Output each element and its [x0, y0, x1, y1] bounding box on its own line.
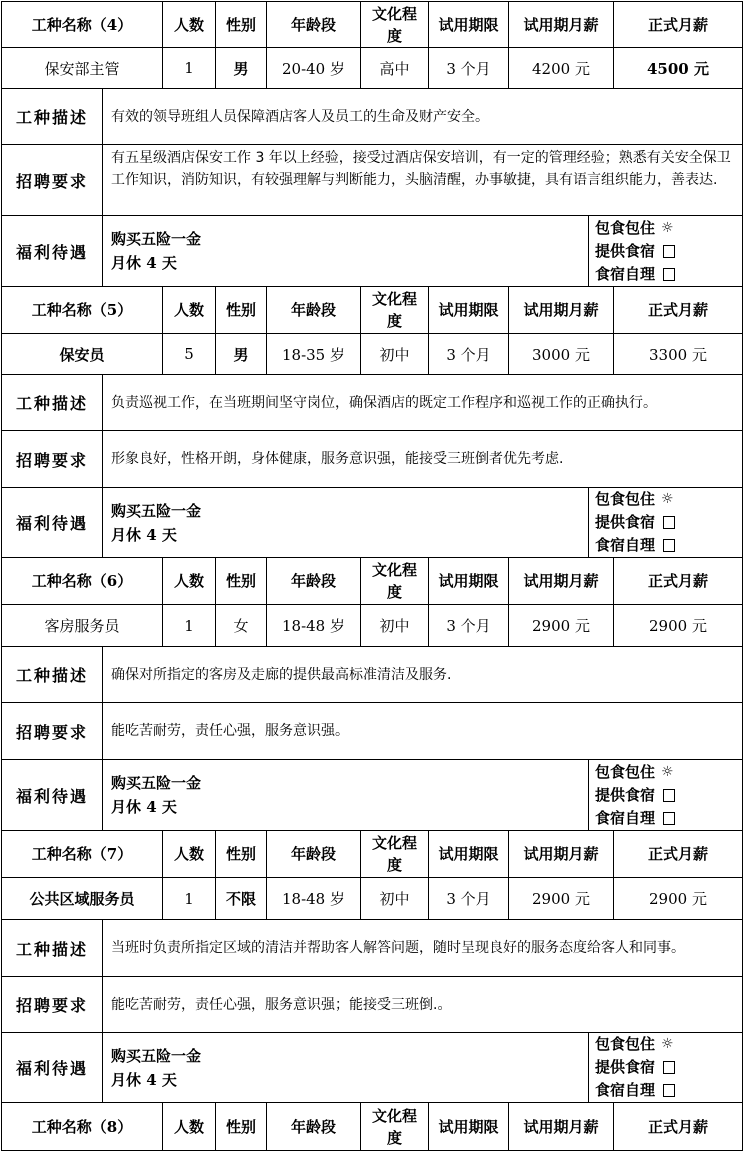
trial-salary-value: 2900 元	[509, 878, 614, 920]
value-row	[2, 605, 743, 647]
description-label: 工种描述	[2, 89, 103, 145]
days-off-text: 月休 4 天	[111, 1070, 177, 1089]
formal-salary-header: 正式月薪	[614, 1, 743, 48]
age-header: 年龄段	[267, 1103, 361, 1151]
formal-salary-header: 正式月薪	[614, 287, 743, 334]
probation-value: 3 个月	[429, 605, 509, 647]
checkbox-icon	[663, 268, 675, 281]
option-label: 包食包住	[595, 1035, 656, 1053]
checkbox-icon	[663, 1061, 675, 1074]
benefit-details	[103, 488, 589, 558]
formal-salary-value: 2900 元	[614, 878, 743, 920]
requirement-row	[2, 431, 743, 488]
formal-salary-value: 4500 元	[614, 48, 743, 89]
education-value: 高中	[361, 48, 429, 89]
formal-salary-header: 正式月薪	[614, 831, 743, 878]
benefit-details	[103, 216, 589, 287]
benefit-row	[2, 1033, 743, 1103]
header-row	[2, 558, 743, 605]
days-off-text: 月休 4 天	[111, 798, 177, 816]
checkbox-icon	[663, 245, 675, 258]
value-row	[2, 334, 743, 375]
option-label: 提供食宿	[595, 241, 656, 260]
description-text: 负责巡视工作，在当班期间坚守岗位，确保酒店的既定工作程序和巡视工作的正确执行。	[103, 375, 743, 431]
requirement-row	[2, 977, 743, 1033]
trial-salary-header: 试用期月薪	[509, 287, 614, 334]
insurance-text: 购买五险一金	[111, 501, 202, 520]
selected-mark-icon: ☼	[661, 219, 674, 236]
job-section-5	[1, 287, 742, 558]
education-value: 初中	[361, 605, 429, 647]
option-self	[595, 807, 742, 830]
option-label: 提供食宿	[595, 513, 656, 531]
description-label: 工种描述	[2, 920, 103, 977]
probation-value: 3 个月	[429, 334, 509, 375]
requirement-row	[2, 145, 743, 216]
probation-header: 试用期限	[429, 1, 509, 48]
description-row	[2, 647, 743, 703]
benefit-label: 福利待遇	[2, 760, 103, 831]
requirement-text: 能吃苦耐劳，责任心强，服务意识强；能接受三班倒.。	[103, 977, 743, 1033]
option-label: 食宿自理	[595, 264, 656, 283]
requirement-text: 形象良好，性格开朗，身体健康，服务意识强，能接受三班倒者优先考虑.	[103, 431, 743, 488]
option-provided	[595, 784, 742, 807]
requirement-label: 招聘要求	[2, 703, 103, 760]
count-header: 人数	[163, 1, 216, 48]
trial-salary-header: 试用期月薪	[509, 558, 614, 605]
benefit-details	[103, 1033, 589, 1103]
gender-header: 性别	[216, 1103, 267, 1151]
option-label: 食宿自理	[595, 808, 656, 827]
probation-header: 试用期限	[429, 558, 509, 605]
probation-header: 试用期限	[429, 287, 509, 334]
job-listing-table	[1, 1, 742, 1151]
count-header: 人数	[163, 831, 216, 878]
age-header: 年龄段	[267, 831, 361, 878]
gender-value: 男	[216, 334, 267, 375]
option-label: 食宿自理	[595, 536, 656, 554]
count-value: 5	[163, 334, 216, 375]
gender-value: 不限	[216, 878, 267, 920]
probation-header: 试用期限	[429, 1103, 509, 1151]
header-row	[2, 831, 743, 878]
probation-value: 3 个月	[429, 48, 509, 89]
job-name: 保安员	[2, 334, 163, 375]
benefit-row	[2, 488, 743, 558]
requirement-text: 有五星级酒店保安工作 3 年以上经验，接受过酒店保安培训，有一定的管理经验；熟悉有关安全保卫工作知识，消防知识，有较强理解与判断能力，头脑清醒，办事敏捷，具有语言组织能力，善表达.	[103, 145, 743, 216]
description-row	[2, 920, 743, 977]
age-value: 18-35 岁	[267, 334, 361, 375]
formal-salary-header: 正式月薪	[614, 1103, 743, 1151]
job-title-label: 工种名称（8）	[2, 1103, 163, 1151]
option-room-board	[595, 1033, 742, 1056]
count-value: 1	[163, 878, 216, 920]
gender-value: 男	[216, 48, 267, 89]
option-room-board	[595, 488, 742, 511]
description-text: 当班时负责所指定区域的清洁并帮助客人解答问题，随时呈现良好的服务态度给客人和同事。	[103, 920, 743, 977]
formal-salary-value: 3300 元	[614, 334, 743, 375]
checkbox-icon	[663, 539, 675, 552]
gender-header: 性别	[216, 287, 267, 334]
selected-mark-icon: ☼	[661, 491, 674, 507]
description-label: 工种描述	[2, 647, 103, 703]
selected-mark-icon: ☼	[661, 763, 674, 780]
option-provided	[595, 511, 742, 534]
insurance-text: 购买五险一金	[111, 230, 202, 248]
trial-salary-value: 2900 元	[509, 605, 614, 647]
job-title-label: 工种名称（6）	[2, 558, 163, 605]
insurance-text: 购买五险一金	[111, 774, 202, 792]
age-value: 20-40 岁	[267, 48, 361, 89]
checkbox-icon	[663, 789, 675, 802]
age-value: 18-48 岁	[267, 605, 361, 647]
probation-value: 3 个月	[429, 878, 509, 920]
trial-salary-value: 3000 元	[509, 334, 614, 375]
days-off-text: 月休 4 天	[111, 525, 177, 544]
requirement-label: 招聘要求	[2, 431, 103, 488]
gender-value: 女	[216, 605, 267, 647]
benefit-label: 福利待遇	[2, 1033, 103, 1103]
option-label: 提供食宿	[595, 1058, 656, 1076]
count-header: 人数	[163, 558, 216, 605]
option-room-board	[595, 761, 742, 784]
trial-salary-header: 试用期月薪	[509, 1, 614, 48]
benefit-label: 福利待遇	[2, 216, 103, 287]
education-value: 初中	[361, 334, 429, 375]
trial-salary-value: 4200 元	[509, 48, 614, 89]
option-label: 包食包住	[595, 762, 656, 781]
education-header: 文化程度	[361, 1103, 429, 1151]
benefit-row	[2, 216, 743, 287]
header-row	[2, 1, 743, 48]
job-title-label: 工种名称（5）	[2, 287, 163, 334]
accommodation-options	[589, 216, 743, 287]
option-label: 包食包住	[595, 218, 656, 237]
days-off-text: 月休 4 天	[111, 254, 177, 272]
education-value: 初中	[361, 878, 429, 920]
job-title-label: 工种名称（4）	[2, 1, 163, 48]
requirement-row	[2, 703, 743, 760]
checkbox-icon	[663, 812, 675, 825]
accommodation-options	[589, 1033, 743, 1103]
header-row	[2, 1103, 743, 1151]
formal-salary-header: 正式月薪	[614, 558, 743, 605]
checkbox-icon	[663, 1084, 675, 1097]
education-header: 文化程度	[361, 831, 429, 878]
description-row	[2, 89, 743, 145]
count-value: 1	[163, 605, 216, 647]
age-value: 18-48 岁	[267, 878, 361, 920]
age-header: 年龄段	[267, 1, 361, 48]
value-row	[2, 48, 743, 89]
requirement-text: 能吃苦耐劳，责任心强，服务意识强。	[103, 703, 743, 760]
option-self	[595, 263, 742, 286]
accommodation-options	[589, 760, 743, 831]
formal-salary-value: 2900 元	[614, 605, 743, 647]
probation-header: 试用期限	[429, 831, 509, 878]
job-name: 公共区域服务员	[2, 878, 163, 920]
count-value: 1	[163, 48, 216, 89]
header-row	[2, 287, 743, 334]
job-section-8	[1, 1103, 742, 1151]
selected-mark-icon: ☼	[661, 1036, 674, 1052]
insurance-text: 购买五险一金	[111, 1046, 202, 1065]
education-header: 文化程度	[361, 287, 429, 334]
job-section-6	[1, 558, 742, 831]
count-header: 人数	[163, 1103, 216, 1151]
job-name: 保安部主管	[2, 48, 163, 89]
requirement-label: 招聘要求	[2, 145, 103, 216]
accommodation-options	[589, 488, 743, 558]
value-row	[2, 878, 743, 920]
gender-header: 性别	[216, 831, 267, 878]
requirement-label: 招聘要求	[2, 977, 103, 1033]
benefit-label: 福利待遇	[2, 488, 103, 558]
benefit-row	[2, 760, 743, 831]
gender-header: 性别	[216, 1, 267, 48]
checkbox-icon	[663, 516, 675, 529]
job-section-7	[1, 831, 742, 1103]
education-header: 文化程度	[361, 1, 429, 48]
trial-salary-header: 试用期月薪	[509, 831, 614, 878]
option-provided	[595, 240, 742, 263]
option-self	[595, 1079, 742, 1102]
benefit-details	[103, 760, 589, 831]
option-label: 包食包住	[595, 490, 656, 508]
trial-salary-header: 试用期月薪	[509, 1103, 614, 1151]
age-header: 年龄段	[267, 287, 361, 334]
gender-header: 性别	[216, 558, 267, 605]
description-row	[2, 375, 743, 431]
option-label: 提供食宿	[595, 785, 656, 804]
option-provided	[595, 1056, 742, 1079]
age-header: 年龄段	[267, 558, 361, 605]
option-room-board	[595, 217, 742, 240]
education-header: 文化程度	[361, 558, 429, 605]
count-header: 人数	[163, 287, 216, 334]
job-title-label: 工种名称（7）	[2, 831, 163, 878]
description-label: 工种描述	[2, 375, 103, 431]
option-label: 食宿自理	[595, 1081, 656, 1099]
job-name: 客房服务员	[2, 605, 163, 647]
option-self	[595, 534, 742, 557]
description-text: 有效的领导班组人员保障酒店客人及员工的生命及财产安全。	[103, 89, 743, 145]
description-text: 确保对所指定的客房及走廊的提供最高标准清洁及服务.	[103, 647, 743, 703]
job-section-4	[1, 1, 742, 287]
